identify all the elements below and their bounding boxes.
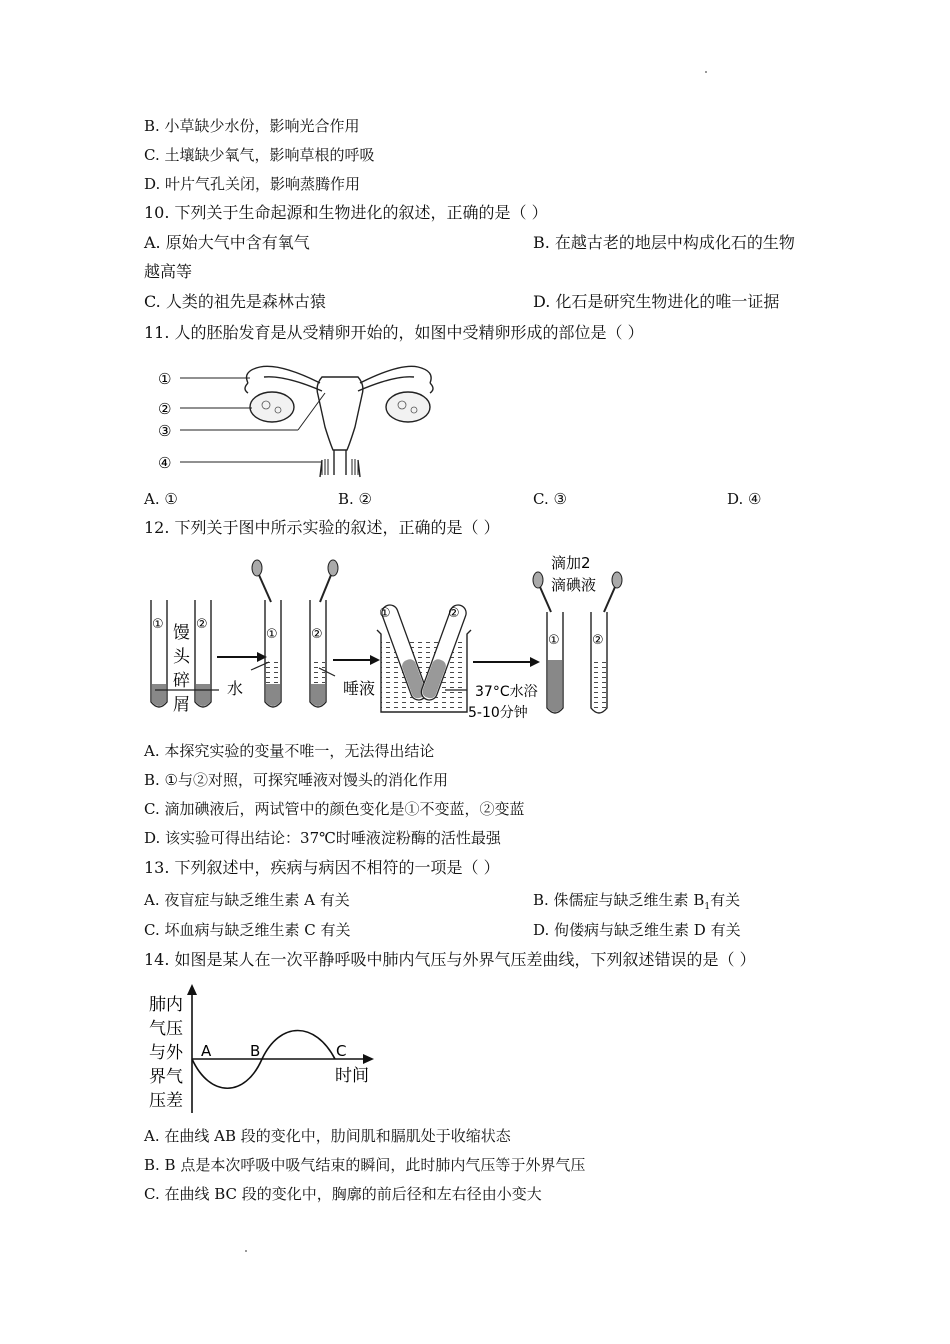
xlabel: 时间 [335, 1066, 369, 1086]
label-2: ② [158, 400, 172, 418]
ylabel-line-3: 与外 [149, 1043, 183, 1063]
q11-option-b: B. ② [338, 490, 373, 508]
bath-tube2-label: ② [448, 606, 460, 621]
mantou-char-1: 馒 [173, 623, 190, 643]
option-b: B. 小草缺少水份，影响光合作用 [144, 117, 360, 135]
mantou-char-3: 碎 [173, 671, 190, 691]
mantou-char-2: 头 [173, 647, 190, 667]
option-d: D. 叶片气孔关闭，影响蒸腾作用 [144, 175, 361, 193]
step1-tube1-label: ① [152, 617, 164, 632]
q13-option-b [533, 890, 740, 917]
ylabel-line-5: 压差 [149, 1091, 183, 1111]
bath-tube1-label: ① [379, 606, 391, 621]
q10-option-a: A. 原始大气中含有氧气 [144, 233, 310, 252]
saliva-label: 唾液 [343, 679, 376, 698]
bath-time-label: 5-10分钟 [468, 705, 528, 721]
point-c-label: C [336, 1042, 347, 1060]
q13-option-d: D. 佝偻病与缺乏维生素 D 有关 [533, 921, 741, 939]
option-c: C. 土壤缺少氧气，影响草根的呼吸 [144, 146, 375, 164]
question-12-stem: 12. 下列关于图中所示实验的叙述，正确的是（ ） [144, 518, 500, 537]
q12-option-b: B. ①与②对照，可探究唾液对馒头的消化作用 [144, 771, 449, 789]
iodine-label-2: 滴碘液 [551, 576, 597, 594]
step2-tube2-label: ② [311, 627, 323, 642]
q10-option-c: C. 人类的祖先是森林古猿 [144, 292, 326, 311]
q11-option-c: C. ③ [533, 490, 567, 508]
water-label: 水 [227, 679, 244, 698]
page-mark [245, 1250, 247, 1252]
label-3: ③ [158, 422, 172, 440]
left-ovary [250, 392, 294, 422]
point-a-label: A [201, 1042, 212, 1060]
label-1: ① [158, 370, 172, 388]
label-4: ④ [158, 454, 172, 472]
reproductive-system-figure [150, 355, 450, 480]
point-b-label: B [250, 1042, 261, 1060]
iodine-label-1: 滴加2 [551, 554, 591, 572]
q13-option-b-suffix: 有关 [710, 891, 741, 909]
right-ovary [386, 392, 430, 422]
q11-option-a: A. ① [144, 490, 178, 508]
question-13-stem: 13. 下列叙述中，疾病与病因不相符的一项是（ ） [144, 858, 500, 877]
pressure-difference-graph [145, 983, 385, 1118]
ylabel-line-4: 界气 [149, 1067, 183, 1087]
q12-option-d: D. 该实验可得出结论：37℃时唾液淀粉酶的活性最强 [144, 829, 501, 847]
q13-option-b-text: B. 侏儒症与缺乏维生素 B [533, 891, 705, 909]
q10-option-d: D. 化石是研究生物进化的唯一证据 [533, 292, 780, 311]
step4-tube2-label: ② [592, 633, 604, 648]
mantou-char-4: 屑 [173, 695, 190, 715]
step2-tube1-label: ① [266, 627, 278, 642]
bath-temp-label: 37°C水浴 [475, 684, 538, 700]
q10-option-b-cont: 越高等 [144, 262, 193, 281]
step2-tubes [251, 560, 338, 707]
step1-tube2-label: ② [196, 617, 208, 632]
ylabel-line-1: 肺内 [149, 995, 183, 1015]
q14-option-b: B. B 点是本次呼吸中吸气结束的瞬间，此时肺内气压等于外界气压 [144, 1156, 586, 1174]
q11-option-d: D. ④ [727, 490, 762, 508]
q14-option-a: A. 在曲线 AB 段的变化中，肋间肌和膈肌处于收缩状态 [144, 1127, 511, 1145]
q10-option-b: B. 在越古老的地层中构成化石的生物 [533, 233, 795, 252]
q12-option-c: C. 滴加碘液后，两试管中的颜色变化是①不变蓝，②变蓝 [144, 800, 525, 818]
q13-option-c: C. 坏血病与缺乏维生素 C 有关 [144, 921, 351, 939]
step4-tube1-label: ① [548, 633, 560, 648]
question-14-stem: 14. 如图是某人在一次平静呼吸中肺内气压与外界气压差曲线，下列叙述错误的是（ ） [144, 950, 756, 969]
q12-option-a: A. 本探究实验的变量不唯一，无法得出结论 [144, 742, 435, 760]
q13-option-b-subscript: 1 [704, 902, 711, 912]
digestion-experiment-figure [145, 550, 645, 725]
question-10-stem: 10. 下列关于生命起源和生物进化的叙述，正确的是（ ） [144, 203, 548, 222]
page-mark [705, 71, 707, 73]
q13-option-a: A. 夜盲症与缺乏维生素 A 有关 [144, 891, 350, 909]
question-11-stem: 11. 人的胚胎发育是从受精卵开始的，如图中受精卵形成的部位是（ ） [144, 323, 644, 342]
ylabel-line-2: 气压 [149, 1019, 183, 1039]
q14-option-c: C. 在曲线 BC 段的变化中，胸廓的前后径和左右径由小变大 [144, 1185, 542, 1203]
